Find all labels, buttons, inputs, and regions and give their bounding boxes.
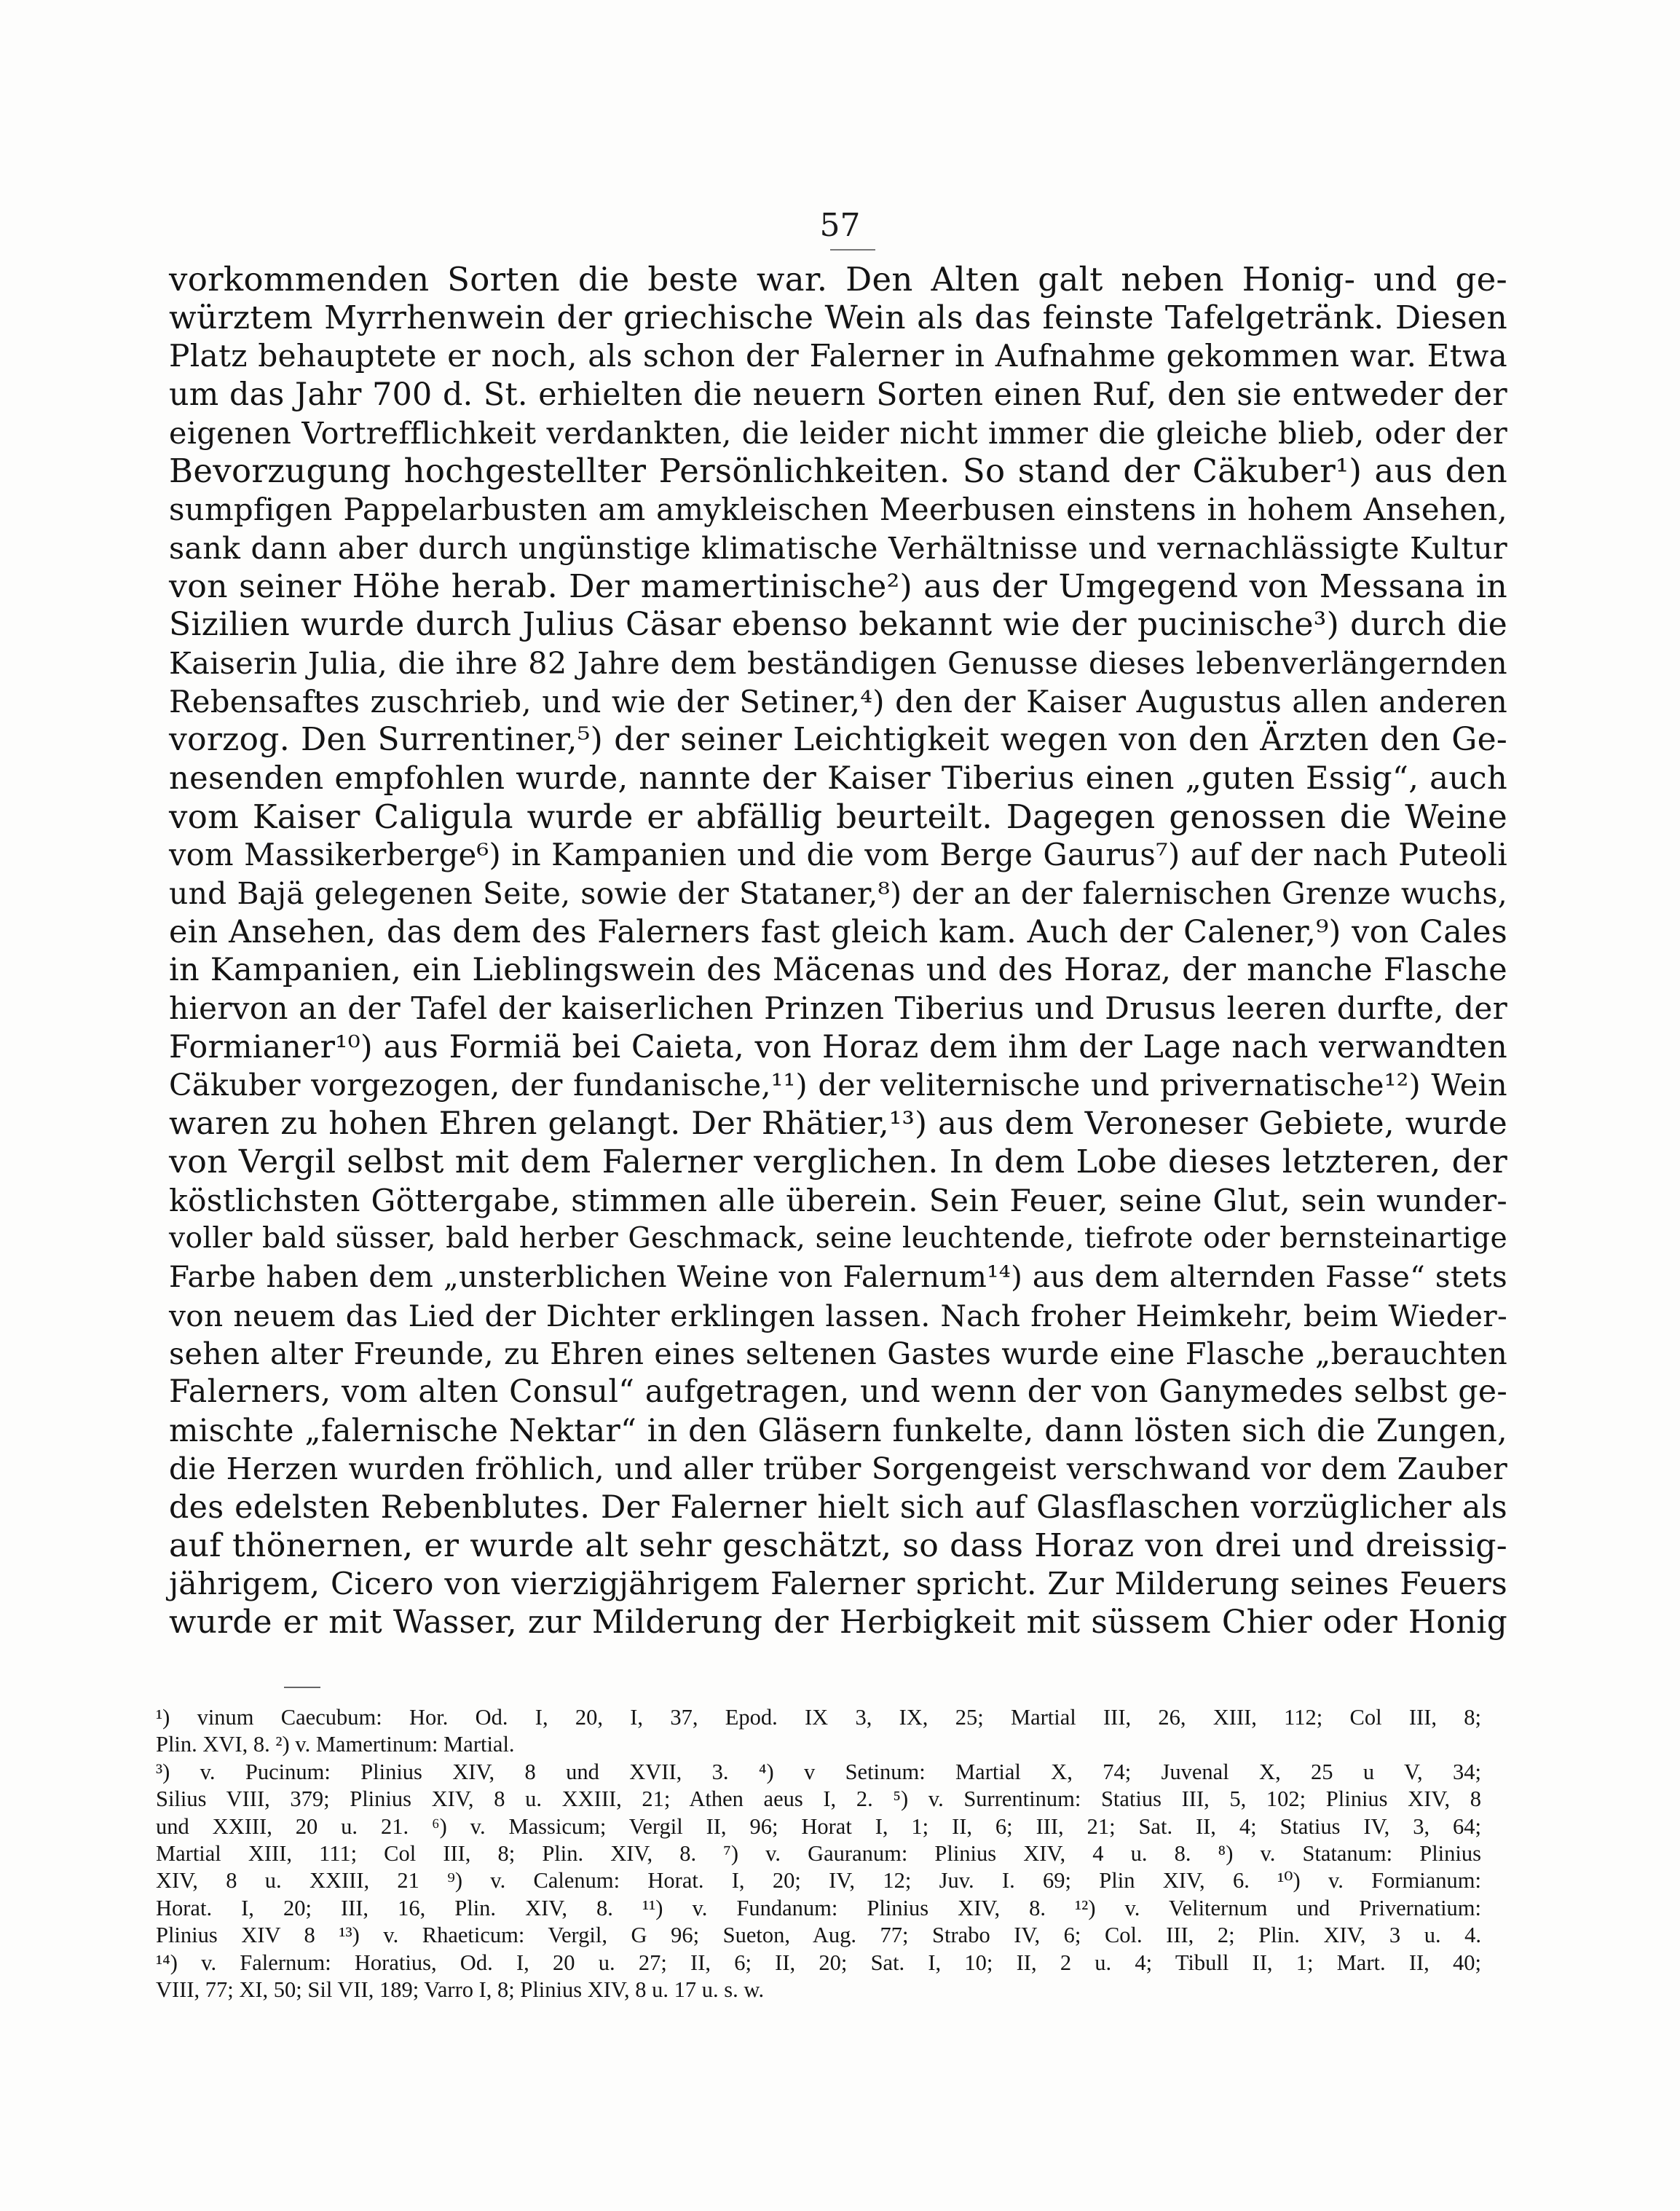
- body-text-line: sank dann aber durch ungünstige klimatische Verhältnisse und vernachlässigte Kultur: [169, 530, 1507, 566]
- body-text-line: Bevorzugung hochgestellter Persönlichkeiten. So stand der Cäkuber¹) aus den: [169, 452, 1507, 491]
- body-text-line: jährigem, Cicero von vierzigjährigem Falerner spricht. Zur Milderung seines Feuers: [169, 1566, 1507, 1602]
- body-text-line: sehen alter Freunde, zu Ehren eines seltenen Gastes wurde eine Flasche „berauchten: [169, 1336, 1507, 1372]
- footnote-line: Plin. XVI, 8. ²) v. Mamertinum: Martial.: [156, 1732, 515, 1757]
- footnote-line: XIV, 8 u. XXIII, 21 ⁹) v. Calenum: Horat. I, 20; IV, 12; Juv. I. 69; Plin XIV, 6. ¹⁰) v. Formianum:: [156, 1868, 1481, 1893]
- body-text-line: von seiner Höhe herab. Der mamertinische²) aus der Umgegend von Messana in: [169, 567, 1507, 605]
- body-text-line: würztem Myrrhenwein der griechische Wein als das feinste Tafelgetränk. Diesen: [169, 299, 1507, 336]
- body-text-line: vom Massikerberge⁶) in Kampanien und die vom Berge Gaurus⁷) auf der nach Puteoli: [169, 837, 1507, 873]
- body-text-line: vom Kaiser Caligula wurde er abfällig beurteilt. Dagegen genossen die Weine: [169, 797, 1507, 836]
- body-text-line: in Kampanien, ein Lieblingswein des Mäcenas und des Horaz, der manche Flasche: [169, 952, 1507, 989]
- footnote-line: ¹) vinum Caecubum: Hor. Od. I, 20, I, 37, Epod. IX 3, IX, 25; Martial III, 26, XIII, 112; Col III, 8;: [156, 1705, 1481, 1730]
- body-text-line: und Bajä gelegenen Seite, sowie der Stataner,⁸) der an der falernischen Grenze wuchs,: [169, 876, 1507, 911]
- body-text-line: auf thönernen, er wurde alt sehr geschätzt, so dass Horaz von drei und dreissig-: [169, 1526, 1507, 1564]
- body-text-line: eigenen Vortrefflichkeit verdankten, die leider nicht immer die gleiche blieb, oder der: [169, 415, 1507, 451]
- body-text-line: Kaiserin Julia, die ihre 82 Jahre dem beständigen Genusse dieses lebenverlängernden: [169, 645, 1507, 681]
- body-text-line: köstlichsten Göttergabe, stimmen alle überein. Sein Feuer, seine Glut, sein wunder-: [169, 1182, 1507, 1218]
- footnote-line: Plinius XIV 8 ¹³) v. Rhaeticum: Vergil, G 96; Sueton, Aug. 77; Strabo IV, 6; Col. III, 2; Plin. XIV, 3 u. 4.: [156, 1923, 1481, 1948]
- body-text-line: um das Jahr 700 d. St. erhielten die neuern Sorten einen Ruf, den sie entweder der: [169, 377, 1507, 414]
- body-text-line: waren zu hohen Ehren gelangt. Der Rhätier,¹³) aus dem Veroneser Gebiete, wurde: [169, 1106, 1507, 1143]
- body-text-line: Sizilien wurde durch Julius Cäsar ebenso bekannt wie der pucinische³) durch die: [169, 606, 1507, 644]
- body-text-line: von Vergil selbst mit dem Falerner verglichen. In dem Lobe dieses letzteren, der: [169, 1143, 1507, 1181]
- footnotes-block: [156, 1704, 1481, 2003]
- body-text-line: die Herzen wurden fröhlich, und aller trüber Sorgengeist verschwand vor dem Zauber: [169, 1451, 1507, 1487]
- body-text-line: Farbe haben dem „unsterblichen Weine von Falernum¹⁴) aus dem alternden Fasse“ stets: [169, 1259, 1507, 1294]
- body-text-line: von neuem das Lied der Dichter erklingen lassen. Nach froher Heimkehr, beim Wieder-: [169, 1298, 1507, 1333]
- footnote-line: Silius VIII, 379; Plinius XIV, 8 u. XXIII, 21; Athen aeus I, 2. ⁵) v. Surrentinum: Statius III, 5, 102; Plinius XIV, 8: [156, 1786, 1481, 1812]
- body-text-line: hiervon an der Tafel der kaiserlichen Prinzen Tiberius und Drusus leeren durfte, der: [169, 990, 1507, 1027]
- body-text-line: Formianer¹⁰) aus Formiä bei Caieta, von Horaz dem ihm der Lage nach verwandten: [169, 1028, 1507, 1065]
- page-number: 57: [819, 207, 861, 244]
- body-text-line: des edelsten Rebenblutes. Der Falerner hielt sich auf Glasflaschen vorzüglicher als: [169, 1489, 1507, 1526]
- footnote-line: ¹⁴) v. Falernum: Horatius, Od. I, 20 u. 27; II, 6; II, 20; Sat. I, 10; II, 2 u. 4; Tibull II, 1; Mart. II, 40;: [156, 1950, 1481, 1975]
- page-number-underline: [830, 249, 875, 251]
- body-text-line: Rebensaftes zuschrieb, und wie der Setiner,⁴) den der Kaiser Augustus allen anderen: [169, 683, 1507, 720]
- footnote-line: Martial XIII, 111; Col III, 8; Plin. XIV, 8. ⁷) v. Gauranum: Plinius XIV, 4 u. 8. ⁸) v. Statanum: Plinius: [156, 1840, 1481, 1866]
- body-text-line: Cäkuber vorgezogen, der fundanische,¹¹) der veliternische und privernatische¹²) Wein: [169, 1068, 1507, 1103]
- footnote-line: ³) v. Pucinum: Plinius XIV, 8 und XVII, 3. ⁴) v Setinum: Martial X, 74; Juvenal X, 25 u V, 34;: [156, 1759, 1481, 1784]
- footnote-line: Horat. I, 20; III, 16, Plin. XIV, 8. ¹¹) v. Fundanum: Plinius XIV, 8. ¹²) v. Veliternum und Privernatium:: [156, 1895, 1481, 1920]
- body-text-line: nesenden empfohlen wurde, nannte der Kaiser Tiberius einen „guten Essig“, auch: [169, 760, 1507, 797]
- main-text-block: [169, 261, 1507, 1642]
- body-text-line: Platz behauptete er noch, als schon der Falerner in Aufnahme gekommen war. Etwa: [169, 338, 1507, 374]
- footnote-line: VIII, 77; XI, 50; Sil VII, 189; Varro I, 8; Plinius XIV, 8 u. 17 u. s. w.: [156, 1976, 765, 2002]
- body-text-line: wurde er mit Wasser, zur Milderung der Herbigkeit mit süssem Chier oder Honig: [169, 1604, 1507, 1642]
- body-text-line: Falerners, vom alten Consul“ aufgetragen, und wenn der von Ganymedes selbst ge-: [169, 1374, 1507, 1410]
- body-text-line: ein Ansehen, das dem des Falerners fast gleich kam. Auch der Calener,⁹) von Cales: [169, 913, 1507, 950]
- body-text-line: vorzog. Den Surrentiner,⁵) der seiner Leichtigkeit wegen von den Ärzten den Ge-: [169, 721, 1507, 759]
- footnote-line: und XXIII, 20 u. 21. ⁶) v. Massicum; Vergil II, 96; Horat I, 1; II, 6; III, 21; Sat. II, 4; Statius IV, 3, 64;: [156, 1813, 1481, 1839]
- body-text-line: voller bald süsser, bald herber Geschmack, seine leuchtende, tiefrote oder bernsteinartige: [169, 1222, 1507, 1256]
- body-text-line: vorkommenden Sorten die beste war. Den Alten galt neben Honig- und ge-: [169, 260, 1507, 299]
- footnote-separator: [284, 1687, 320, 1688]
- body-text-line: mischte „falernische Nektar“ in den Gläsern funkelte, dann lösten sich die Zungen,: [169, 1412, 1507, 1449]
- body-text-line: sumpfigen Pappelarbusten am amykleischen Meerbusen einstens in hohem Ansehen,: [169, 492, 1507, 528]
